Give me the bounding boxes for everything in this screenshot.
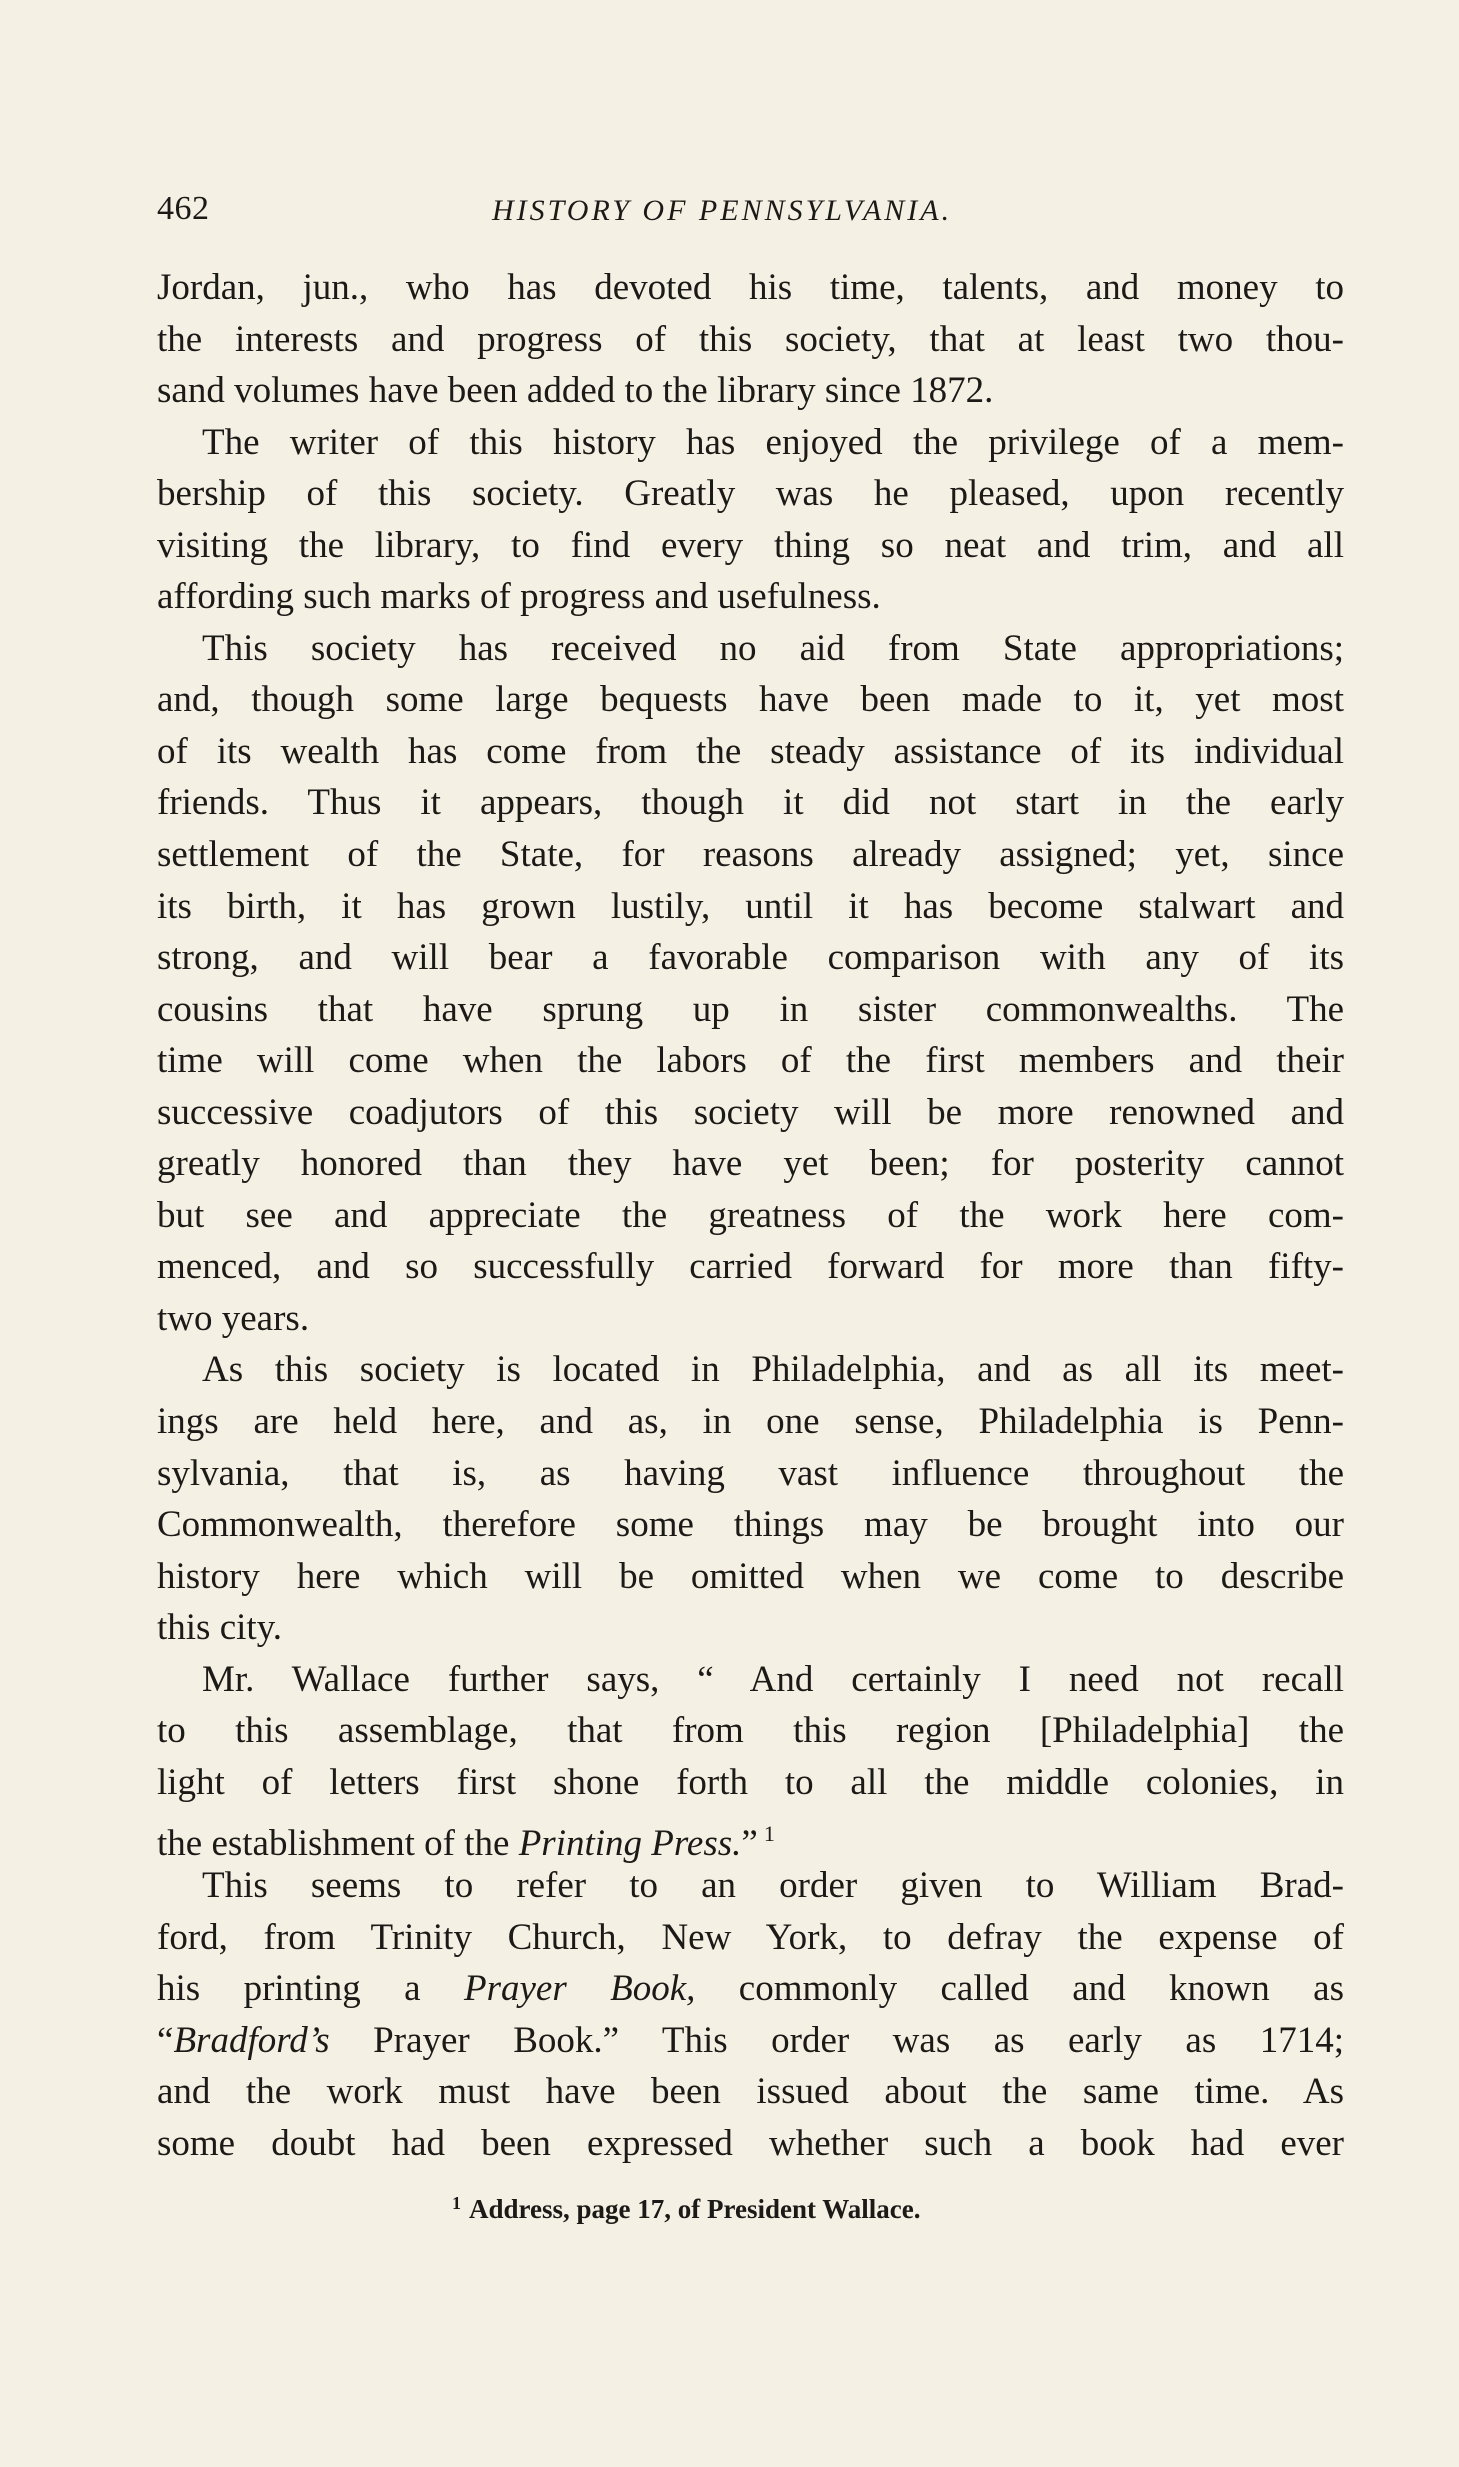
text-line: light of letters first shone forth to all the middle colonies, in: [157, 1761, 1344, 1803]
page-number: 462: [157, 190, 210, 227]
text-segment: commonly called and known as: [695, 1968, 1344, 2010]
text-line: and the work must have been issued about the same time. As: [157, 2071, 1344, 2113]
italic-title: Bradford’s: [173, 2019, 330, 2061]
text-line: ings are held here, and as, in one sense, Philadelphia is Penn-: [157, 1401, 1344, 1443]
running-title: HISTORY OF PENNSYLVANIA.: [492, 194, 953, 227]
text-line: affording such marks of progress and usefulness.: [157, 576, 881, 618]
text-segment: “: [157, 2019, 174, 2061]
text-line: [157, 1808, 1344, 1865]
text-line: this city.: [157, 1607, 283, 1649]
paragraph-first-line: As this society is located in Philadelphia, and as all its meet-: [202, 1349, 1344, 1391]
text-line: history here which will be omitted when we come to describe: [157, 1555, 1344, 1597]
text-line: [157, 1963, 1344, 2015]
text-line: sand volumes have been added to the library since 1872.: [157, 370, 994, 412]
italic-title: Prayer Book,: [463, 1968, 696, 2010]
body-text: [157, 262, 1344, 2169]
text-line: menced, and so successfully carried forward for more than fifty-: [157, 1246, 1344, 1288]
footnote: [452, 2193, 921, 2225]
text-segment: ”: [741, 1823, 758, 1865]
text-line: Jordan, jun., who has devoted his time, talents, and money to: [157, 267, 1344, 308]
text-line: two years.: [157, 1297, 310, 1339]
text-line: cousins that have sprung up in sister commonwealths. The: [157, 988, 1344, 1030]
text-line: but see and appreciate the greatness of the work here com-: [157, 1194, 1344, 1236]
italic-title: Printing Press.: [518, 1823, 742, 1865]
text-segment: the establishment of the: [157, 1823, 519, 1865]
text-line: the interests and progress of this society, that at least two thou-: [157, 318, 1344, 360]
text-segment: Prayer Book.” This order was as early as 1714;: [329, 2019, 1344, 2061]
text-line: bership of this society. Greatly was he pleased, upon recently: [157, 473, 1344, 515]
text-line: sylvania, that is, as having vast influence throughout the: [157, 1452, 1344, 1494]
paragraph-first-line: This society has received no aid from State appropriations;: [202, 627, 1344, 669]
text-segment: his printing a: [157, 1968, 464, 2010]
text-line: [157, 2015, 1344, 2067]
footnote-mark: 1: [452, 2193, 461, 2213]
text-line: visiting the library, to find every thing so neat and trim, and all: [157, 524, 1344, 566]
page-header: [157, 190, 1337, 250]
text-line: its birth, it has grown lustily, until it has become stalwart and: [157, 885, 1344, 927]
text-line: some doubt had been expressed whether such a book had ever: [157, 2122, 1344, 2164]
text-line: greatly honored than they have yet been; for posterity cannot: [157, 1143, 1344, 1185]
paragraph-first-line: Mr. Wallace further says, “ And certainly I need not recall: [202, 1658, 1344, 1700]
paragraph-first-line: This seems to refer to an order given to William Brad-: [202, 1864, 1344, 1906]
footnote-text: Address, page 17, of President Wallace.: [469, 2194, 921, 2224]
text-line: and, though some large bequests have been made to it, yet most: [157, 679, 1344, 721]
text-line: friends. Thus it appears, though it did not start in the early: [157, 782, 1344, 824]
text-line: to this assemblage, that from this region [Philadelphia] the: [157, 1710, 1344, 1752]
text-line: time will come when the labors of the first members and their: [157, 1040, 1344, 1082]
text-line: successive coadjutors of this society will be more renowned and: [157, 1091, 1344, 1133]
text-line: Commonwealth, therefore some things may be brought into our: [157, 1504, 1344, 1546]
paragraph-first-line: The writer of this history has enjoyed the privilege of a mem-: [202, 421, 1344, 463]
text-line: ford, from Trinity Church, New York, to defray the expense of: [157, 1916, 1344, 1958]
text-line: of its wealth has come from the steady assistance of its individual: [157, 730, 1344, 772]
text-line: settlement of the State, for reasons already assigned; yet, since: [157, 834, 1344, 876]
text-line: strong, and will bear a favorable comparison with any of its: [157, 937, 1344, 979]
footnote-reference[interactable]: 1: [763, 1821, 775, 1847]
